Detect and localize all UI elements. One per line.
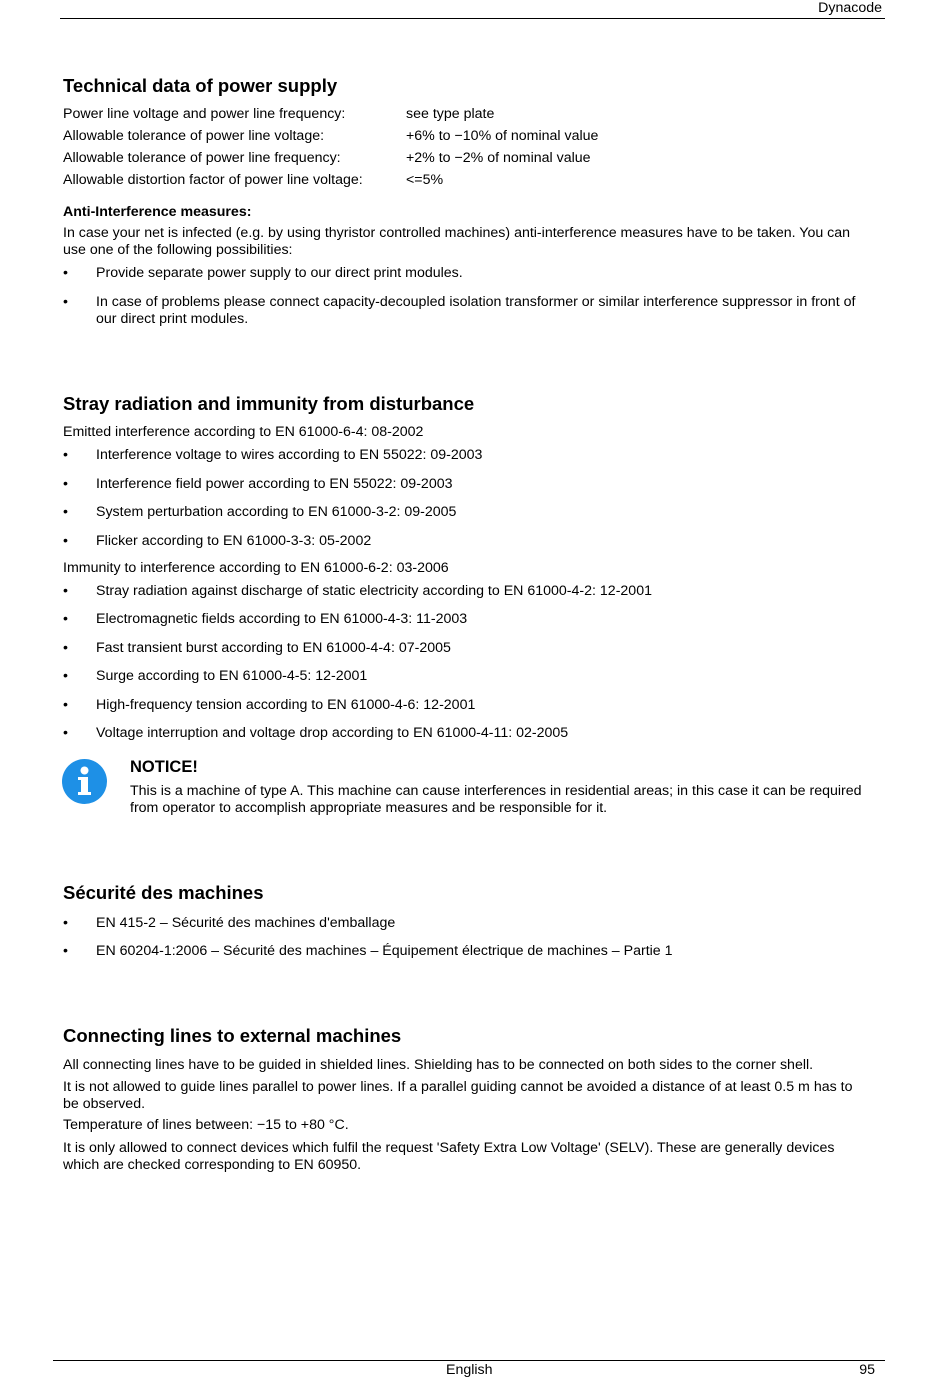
anti-interference-intro-line: use one of the following possibilities: [63, 242, 293, 258]
list-item-text: Electromagnetic fields according to EN 61000-4-3: 11-2003 [96, 611, 468, 627]
bullet-dot: • [63, 943, 68, 959]
list-item-text: Surge according to EN 61000-4-5: 12-2001 [96, 668, 368, 684]
spec-label: Allowable distortion factor of power line voltage: [63, 172, 363, 188]
stray-radiation-title: Stray radiation and immunity from disturbance [63, 393, 475, 414]
bullet-dot: • [63, 725, 68, 741]
notice-title: NOTICE! [130, 758, 198, 776]
immunity-intro: Immunity to interference according to EN 61000-6-2: 03-2006 [63, 560, 449, 576]
list-item-text: Provide separate power supply to our direct print modules. [96, 265, 463, 281]
bullet-dot: • [63, 447, 68, 463]
spec-value: see type plate [406, 106, 495, 122]
spec-row [63, 106, 878, 124]
list-item-text: Interference field power according to EN 55022: 09-2003 [96, 476, 453, 492]
bullet-dot: • [63, 265, 68, 281]
bullet-dot: • [63, 915, 68, 931]
paragraph-line: Temperature of lines between: −15 to +80 °C. [63, 1117, 349, 1133]
spec-value: +6% to −10% of nominal value [406, 128, 599, 144]
info-icon [62, 759, 107, 804]
bullet-dot: • [63, 668, 68, 684]
emitted-intro: Emitted interference according to EN 61000-6-4: 08-2002 [63, 424, 424, 440]
paragraph-line: which are checked corresponding to EN 60950. [63, 1157, 362, 1173]
notice-text-line: This is a machine of type A. This machine can cause interferences in residential areas; in this case it can be required [130, 783, 862, 799]
paragraph-line: All connecting lines have to be guided in shielded lines. Shielding has to be connected on both sides to the corner shell. [63, 1057, 814, 1073]
connecting-lines-title: Connecting lines to external machines [63, 1025, 402, 1046]
spec-row [63, 172, 878, 190]
bullet-dot: • [63, 640, 68, 656]
power-supply-title: Technical data of power supply [63, 75, 338, 96]
bullet-dot: • [63, 294, 68, 310]
paragraph-line: be observed. [63, 1096, 146, 1112]
list-item-text: System perturbation according to EN 61000-3-2: 09-2005 [96, 504, 457, 520]
header-brand: Dynacode [818, 0, 882, 16]
bullet-dot: • [63, 504, 68, 520]
anti-interference-heading: Anti-Interference measures: [63, 204, 252, 220]
list-item-text: Voltage interruption and voltage drop according to EN 61000-4-11: 02-2005 [96, 725, 569, 741]
list-item-text: High-frequency tension according to EN 61000-4-6: 12-2001 [96, 697, 476, 713]
spec-value: +2% to −2% of nominal value [406, 150, 591, 166]
spec-row [63, 150, 878, 168]
notice-text-line: from operator to accomplish appropriate measures and be responsible for it. [130, 800, 608, 816]
anti-interference-intro-line: In case your net is infected (e.g. by using thyristor controlled machines) anti-interference measures have to be taken. You can [63, 225, 851, 241]
bullet-dot: • [63, 476, 68, 492]
spec-value: <=5% [406, 172, 444, 188]
footer-language: English [446, 1362, 493, 1378]
header-divider [60, 18, 885, 19]
list-item-text: Stray radiation against discharge of static electricity according to EN 61000-4-2: 12-2001 [96, 583, 652, 599]
paragraph-line: It is only allowed to connect devices which fulfil the request 'Safety Extra Low Voltage' (SELV). These are generally devices [63, 1140, 835, 1156]
page-number: 95 [859, 1362, 875, 1378]
list-item-text: In case of problems please connect capacity-decoupled isolation transformer or similar interference suppressor in front of [96, 294, 856, 310]
spec-row [63, 128, 878, 146]
paragraph-line: It is not allowed to guide lines parallel to power lines. If a parallel guiding cannot be avoided a distance of at least 0.5 m has to [63, 1079, 853, 1095]
list-item-text: Fast transient burst according to EN 61000-4-4: 07-2005 [96, 640, 451, 656]
list-item-text: Flicker according to EN 61000-3-3: 05-2002 [96, 533, 372, 549]
list-item-text: EN 60204-1:2006 – Sécurité des machines – Équipement électrique de machines – Partie 1 [96, 943, 673, 959]
footer-divider [53, 1360, 885, 1361]
spec-label: Allowable tolerance of power line voltage: [63, 128, 325, 144]
securite-title: Sécurité des machines [63, 882, 264, 903]
bullet-dot: • [63, 611, 68, 627]
spec-label: Power line voltage and power line frequency: [63, 106, 346, 122]
list-item-text: Interference voltage to wires according to EN 55022: 09-2003 [96, 447, 483, 463]
list-item-text: EN 415-2 – Sécurité des machines d'emballage [96, 915, 396, 931]
spec-label: Allowable tolerance of power line frequency: [63, 150, 341, 166]
bullet-dot: • [63, 697, 68, 713]
list-item-text: our direct print modules. [96, 311, 249, 327]
bullet-dot: • [63, 583, 68, 599]
bullet-dot: • [63, 533, 68, 549]
